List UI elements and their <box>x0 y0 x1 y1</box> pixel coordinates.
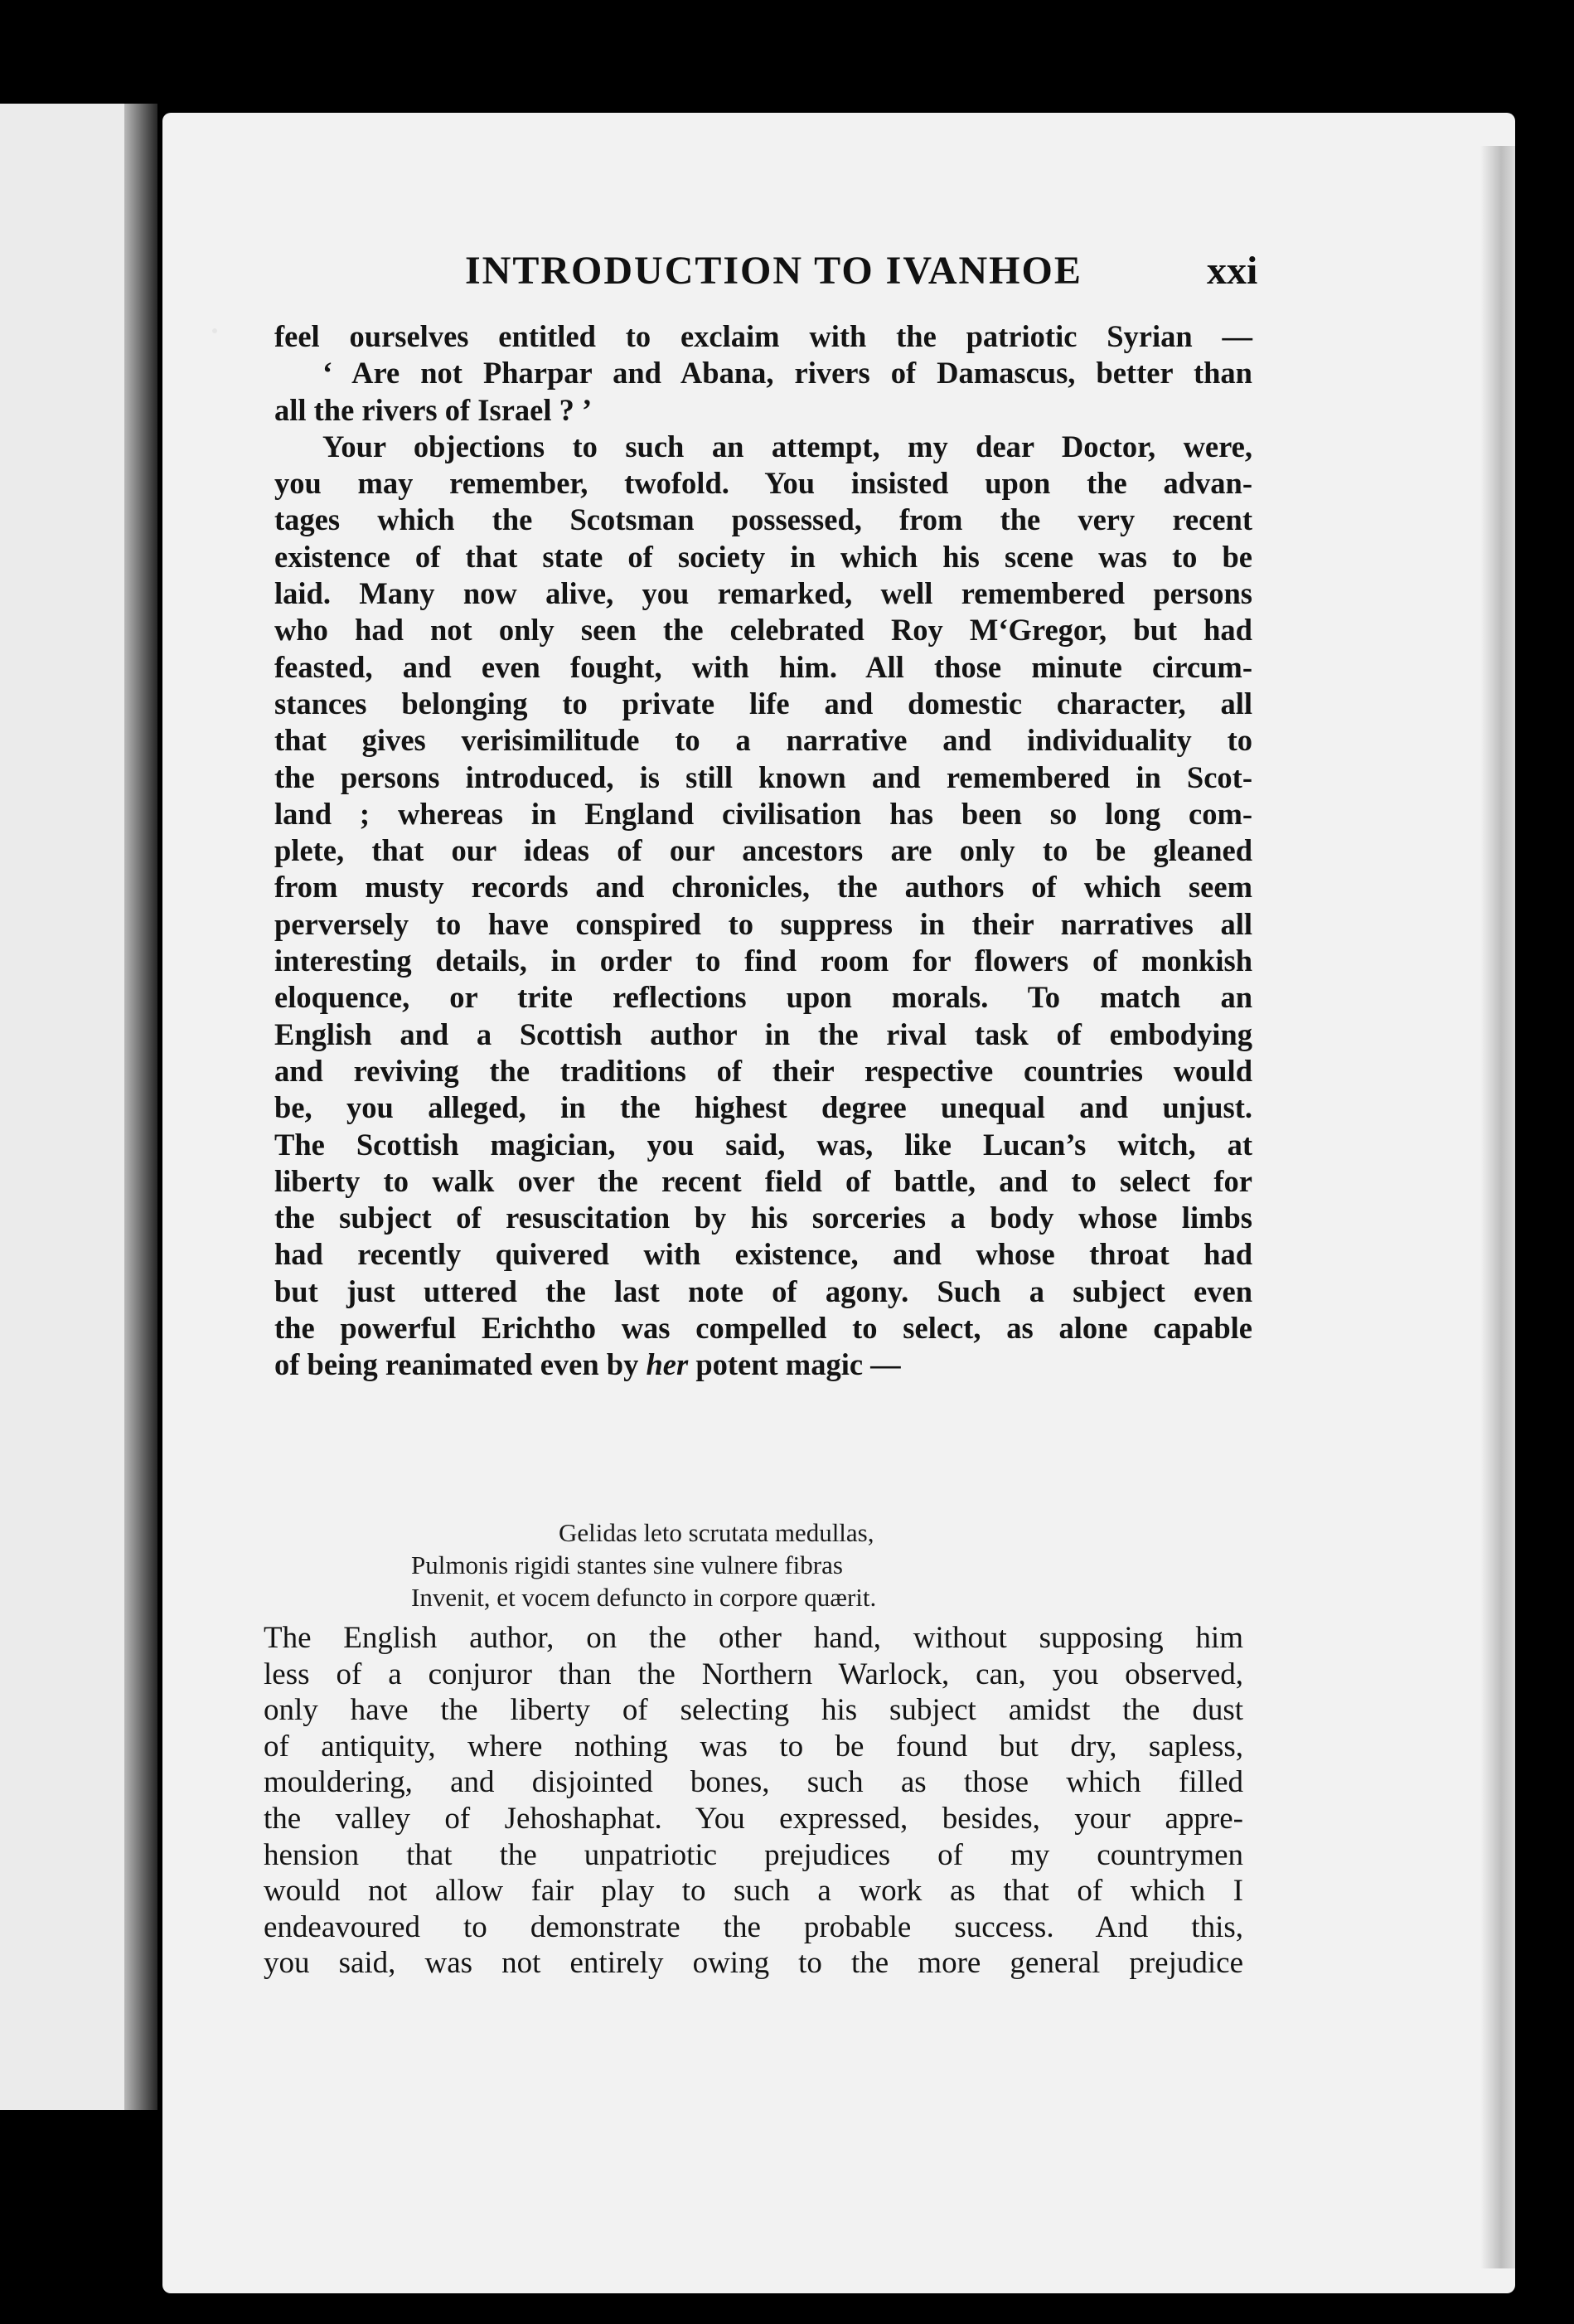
quotation-line: Pulmonis rigidi stantes sine vulnere fibras <box>411 1550 843 1579</box>
quotation-line: Invenit, et vocem defuncto in corpore quærit. <box>411 1583 877 1612</box>
text-line: eloquence, or trite reflections upon morals. To match an <box>274 980 1252 1015</box>
text-line: would not allow fair play to such a work as that of which I <box>264 1874 1243 1909</box>
text-line: less of a conjuror than the Northern Warlock, can, you observed, <box>264 1657 1243 1691</box>
text-line: tages which the Scotsman possessed, from the very recent <box>274 502 1252 537</box>
text-line: Your objections to such an attempt, my dear Doctor, were, <box>322 429 1252 463</box>
text-line: existence of that state of society in which his scene was to be <box>274 539 1252 574</box>
page-number: xxi <box>1207 249 1258 293</box>
text-line: The Scottish magician, you said, was, like Lucan’s witch, at <box>274 1127 1252 1162</box>
italic-word: her <box>646 1347 689 1382</box>
text-line: who had not only seen the celebrated Roy M‘Gregor, but had <box>274 613 1252 648</box>
text-line: be, you alleged, in the highest degree unequal and unjust. <box>274 1090 1252 1125</box>
text-line: of antiquity, where nothing was to be found but dry, sapless, <box>264 1729 1243 1764</box>
text-line: you said, was not entirely owing to the more general prejudice <box>264 1946 1243 1981</box>
text-line: ‘ Are not Pharpar and Abana, rivers of Damascus, better than <box>322 356 1252 391</box>
paragraph-1 <box>274 318 1252 429</box>
text-line: land ; whereas in England civilisation has been so long com- <box>274 796 1252 831</box>
text-line: only have the liberty of selecting his subject amidst the dust <box>264 1693 1243 1728</box>
text-line: had recently quivered with existence, and whose throat had <box>274 1237 1252 1272</box>
right-page <box>162 113 1515 2293</box>
text-line: liberty to walk over the recent field of battle, and to select for <box>274 1163 1252 1198</box>
text-line: the powerful Erichtho was compelled to select, as alone capable <box>274 1311 1252 1346</box>
text-line: and reviving the traditions of their respective countries would <box>274 1053 1252 1088</box>
text-line: feasted, and even fought, with him. All those minute circum- <box>274 649 1252 684</box>
text-line-with-italic: of being reanimated even by her potent magic — <box>274 1347 901 1382</box>
page-header <box>162 248 1515 306</box>
latin-quotation <box>411 1516 1157 1613</box>
text-line: stances belonging to private life and domestic character, all <box>274 686 1252 720</box>
running-head: INTRODUCTION TO IVANHOE <box>465 249 1082 293</box>
text-line: that gives verisimilitude to a narrative and individuality to <box>274 723 1252 758</box>
page-fore-edge <box>1480 146 1515 2268</box>
text-line: hension that the unpatriotic prejudices of my countrymen <box>264 1837 1243 1872</box>
text-line: endeavoured to demonstrate the probable success. And this, <box>264 1909 1243 1944</box>
text-line: The English author, on the other hand, without supposing him <box>264 1621 1243 1655</box>
text-line: from musty records and chronicles, the authors of which seem <box>274 870 1252 905</box>
gutter-shadow <box>124 104 157 2110</box>
text-line: you may remember, twofold. You insisted upon the advan- <box>274 466 1252 501</box>
main-text <box>274 318 1252 1384</box>
text-line: interesting details, in order to find room for flowers of monkish <box>274 944 1252 978</box>
text-line: plete, that our ideas of our ancestors are only to be gleaned <box>274 833 1252 868</box>
text-line: laid. Many now alive, you remarked, well remembered persons <box>274 576 1252 611</box>
text-line: but just uttered the last note of agony. Such a subject even <box>274 1274 1252 1308</box>
text-line: the valley of Jehoshaphat. You expressed, besides, your appre- <box>264 1801 1243 1836</box>
text-line: English and a Scottish author in the rival task of embodying <box>274 1016 1252 1051</box>
text-line: all the rivers of Israel ? ’ <box>274 392 593 427</box>
text-line: perversely to have conspired to suppress in their narratives all <box>274 906 1252 941</box>
left-page-edge <box>0 104 136 2110</box>
continuation-text <box>264 1620 1243 1982</box>
paper-speck <box>212 328 217 333</box>
text-line: mouldering, and disjointed bones, such as those which filled <box>264 1765 1243 1800</box>
text-line: feel ourselves entitled to exclaim with the patriotic Syrian — <box>274 319 1252 353</box>
quotation-line: Gelidas leto scrutata medullas, <box>559 1518 874 1547</box>
text-line: the subject of resuscitation by his sorceries a body whose limbs <box>274 1201 1252 1235</box>
text-line: the persons introduced, is still known and remembered in Scot- <box>274 759 1252 794</box>
paragraph-2 <box>274 429 1252 1384</box>
